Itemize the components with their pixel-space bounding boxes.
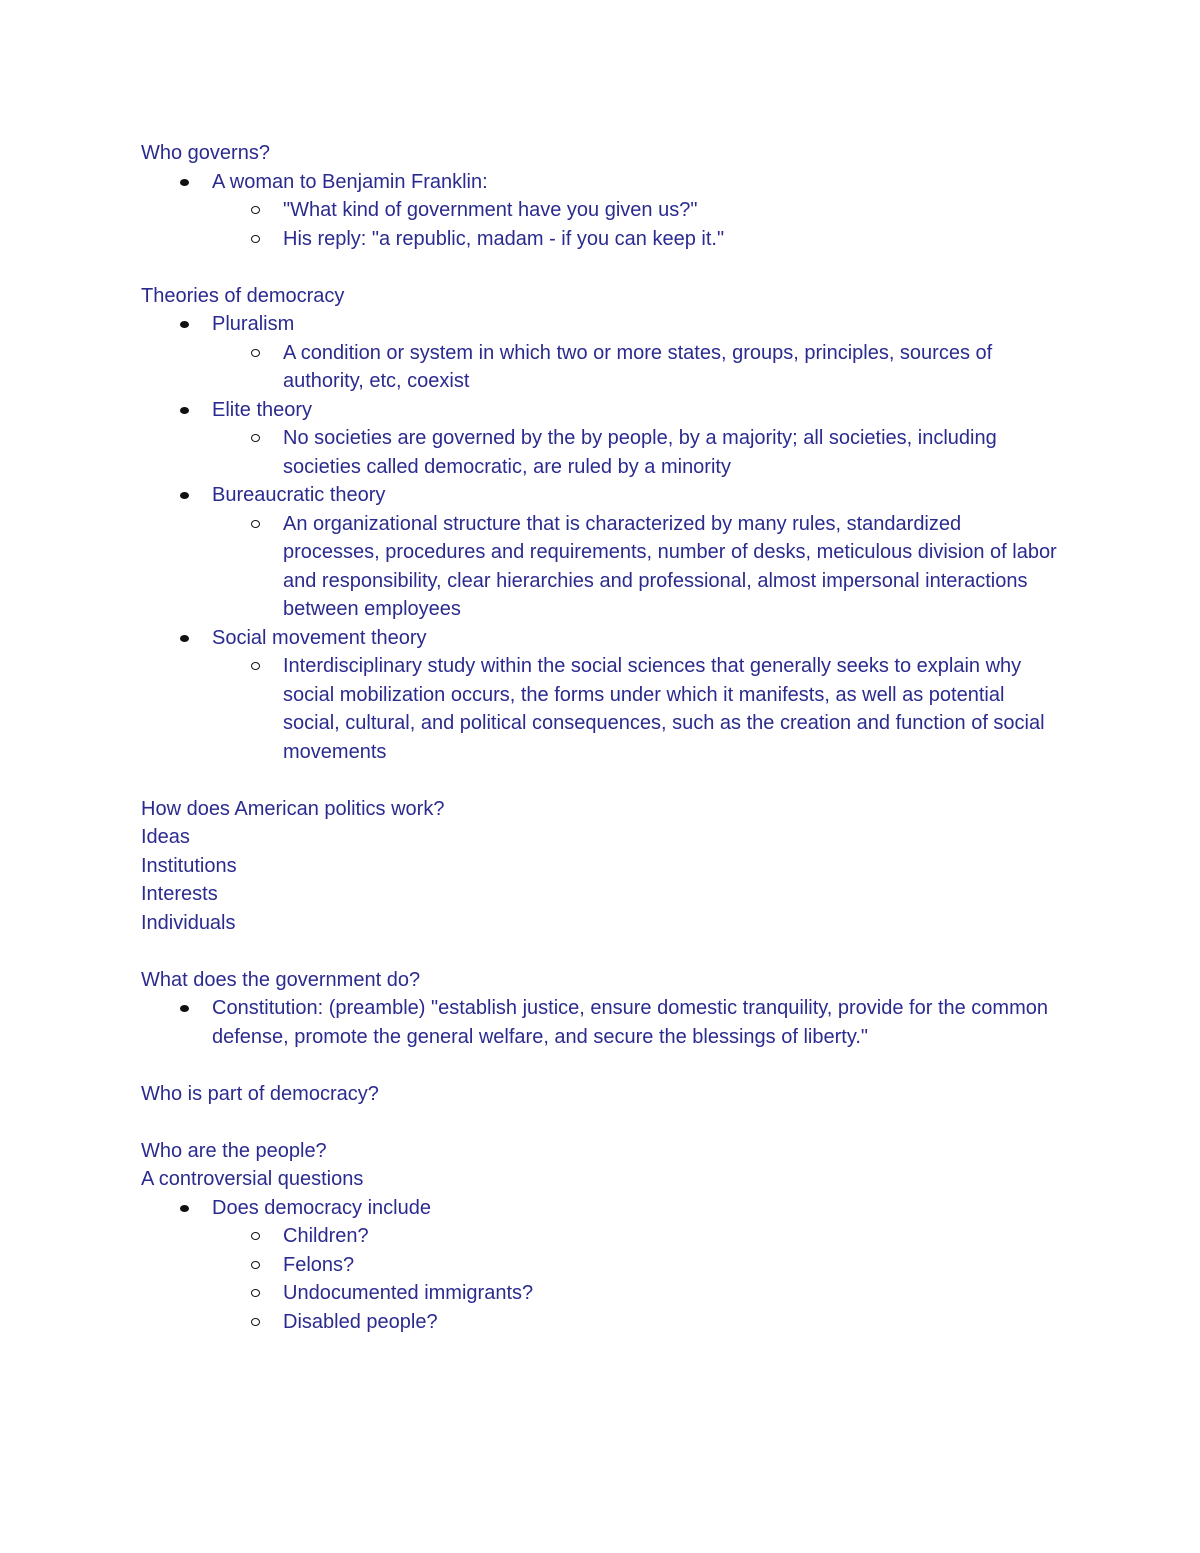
text-line: Interests [141,883,218,905]
bullet-list [141,1194,1061,1337]
hollow-bullet-icon [251,1318,260,1326]
sub-bullet-list [212,510,1061,624]
list-item-text: Elite theory [212,398,313,421]
filled-bullet-icon [180,321,189,328]
hollow-bullet-icon [251,235,260,243]
sub-list-item-text: No societies are governed by the by people, by a majority; all societies, including societies called democratic, are ruled by a minority [283,427,997,478]
filled-bullet-icon [180,635,189,642]
spacer [141,766,1061,795]
sub-list-item [212,1222,1061,1251]
bullet-list [141,994,1061,1051]
list-item-text: Bureaucratic theory [212,484,386,506]
text-line: Individuals [141,911,236,934]
spacer [141,937,1061,966]
sub-bullet-list [212,1222,1061,1336]
subheading-controversial: A controversial questions [141,1168,364,1190]
hollow-bullet-icon [251,1289,260,1297]
list-item [141,624,1061,767]
filled-bullet-icon [180,1005,189,1012]
sub-list-item-text: Disabled people? [283,1310,438,1333]
sub-list-item [212,1279,1061,1308]
bullet-list [141,310,1061,766]
sub-list-item-text: Interdisciplinary study within the social sciences that generally seeks to explain why social mobilization occurs, the forms under which it manifests, as well as potential social, cultural, and political consequences, such as the creation and function of social movements [283,655,1045,763]
heading-theories-of-democracy: Theories of democracy [141,284,345,307]
list-item [141,396,1061,482]
list-item-text: A woman to Benjamin Franklin: [212,170,488,193]
list-item-text: Does democracy include [212,1196,431,1219]
document-body [141,139,1061,1336]
hollow-bullet-icon [251,520,260,528]
sub-list-item [212,225,1061,254]
list-item-text: Pluralism [212,313,295,335]
heading-american-politics: How does American politics work? [141,797,445,820]
hollow-bullet-icon [251,1261,260,1269]
heading-government-do: What does the government do? [141,968,421,991]
sub-bullet-list [212,339,1061,396]
filled-bullet-icon [180,1205,189,1212]
hollow-bullet-icon [251,662,260,670]
heading-who-governs: Who governs? [141,142,270,164]
sub-list-item-text: Felons? [283,1253,355,1276]
spacer [141,1051,1061,1080]
sub-list-item-text: An organizational structure that is characterized by many rules, standardized processes, procedures and requirements, number of desks, meticulous division of labor and responsibility, clear hierarchies and professional, almost impersonal interactions between employees [283,512,1057,620]
filled-bullet-icon [180,492,189,499]
hollow-bullet-icon [251,206,260,214]
hollow-bullet-icon [251,349,260,357]
sub-list-item-text: Undocumented immigrants? [283,1282,534,1304]
spacer [141,253,1061,282]
filled-bullet-icon [180,179,189,186]
sub-list-item [212,196,1061,225]
hollow-bullet-icon [251,434,260,442]
heading-part-of-democracy: Who is part of democracy? [141,1082,379,1105]
spacer [141,1108,1061,1137]
sub-list-item-text: "What kind of government have you given us?" [283,199,698,221]
list-item-text: Constitution: (preamble) "establish justice, ensure domestic tranquility, provide for the common defense, promote the general welfare, and secure the blessings of liberty." [212,997,1048,1048]
list-item [141,481,1061,624]
sub-list-item-text: His reply: "a republic, madam - if you can keep it." [283,227,725,250]
sub-bullet-list [212,424,1061,481]
list-item-text: Social movement theory [212,626,427,649]
sub-list-item-text: A condition or system in which two or more states, groups, principles, sources of authority, etc, coexist [283,341,993,392]
sub-bullet-list [212,196,1061,253]
text-line: Ideas [141,826,190,848]
list-item [141,310,1061,396]
list-item [141,1194,1061,1337]
hollow-bullet-icon [251,1232,260,1240]
sub-list-item [212,510,1061,624]
sub-list-item-text: Children? [283,1225,369,1247]
sub-list-item [212,1251,1061,1280]
sub-list-item [212,652,1061,766]
bullet-list [141,168,1061,254]
filled-bullet-icon [180,407,189,414]
sub-list-item [212,424,1061,481]
text-line: Institutions [141,854,237,877]
heading-who-are-the-people: Who are the people? [141,1139,327,1162]
sub-bullet-list [212,652,1061,766]
sub-list-item [212,1308,1061,1337]
list-item [141,168,1061,254]
list-item [141,994,1061,1051]
sub-list-item [212,339,1061,396]
